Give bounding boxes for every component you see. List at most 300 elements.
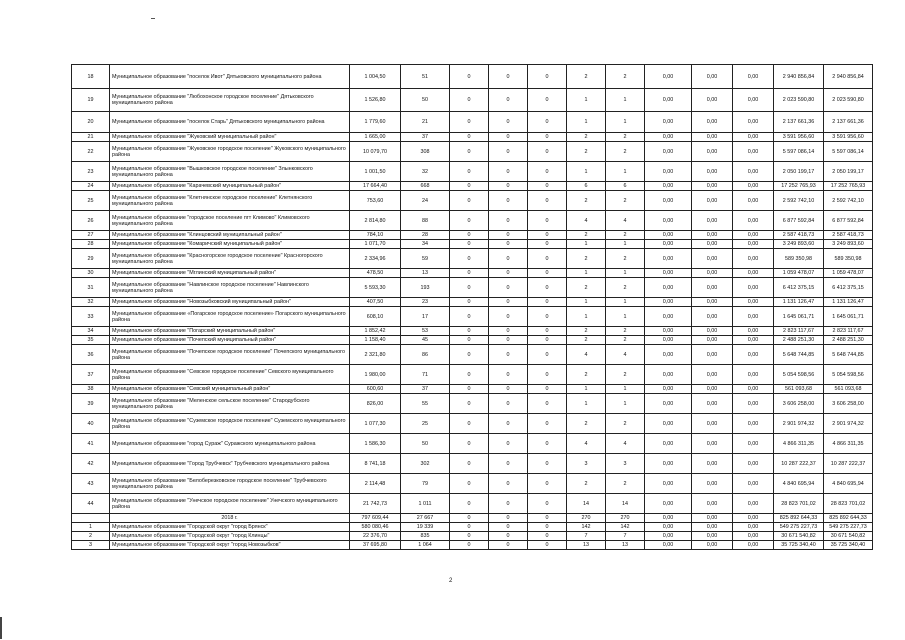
cell-c5: 2 [606, 365, 645, 385]
cell-f5: 5 597 086,14 [824, 142, 873, 162]
cell-f3: 0,00 [733, 454, 774, 474]
cell-c4: 270 [567, 514, 606, 523]
cell-c3: 0 [528, 191, 567, 211]
cell-c4: 2 [567, 191, 606, 211]
cell-people: 668 [401, 182, 450, 191]
cell-f5: 4 866 311,35 [824, 434, 873, 454]
cell-f2: 0,00 [692, 307, 733, 327]
row-number: 41 [72, 434, 110, 454]
cell-f5: 5 054 598,56 [824, 365, 873, 385]
cell-f2: 0,00 [692, 191, 733, 211]
cell-c1: 0 [450, 231, 489, 240]
row-number: 34 [72, 327, 110, 336]
cell-c5: 1 [606, 307, 645, 327]
cell-c5: 3 [606, 454, 645, 474]
cell-f3: 0,00 [733, 365, 774, 385]
cell-f2: 0,00 [692, 454, 733, 474]
cell-f1: 0,00 [645, 298, 692, 307]
cell-f5: 2 587 418,73 [824, 231, 873, 240]
cell-people: 25 [401, 414, 450, 434]
table-row [72, 385, 873, 394]
cell-people: 50 [401, 89, 450, 112]
cell-c2: 0 [489, 394, 528, 414]
cell-f1: 0,00 [645, 211, 692, 231]
cell-f2: 0,00 [692, 327, 733, 336]
cell-f4: 2 050 199,17 [774, 162, 824, 182]
year-summary-row [72, 514, 873, 523]
table-row [72, 345, 873, 365]
table-row [72, 523, 873, 532]
table-row [72, 307, 873, 327]
cell-c4: 1 [567, 394, 606, 414]
cell-f3: 0,00 [733, 211, 774, 231]
cell-f3: 0,00 [733, 494, 774, 514]
cell-f3: 0,00 [733, 345, 774, 365]
cell-f2: 0,00 [692, 336, 733, 345]
cell-c3: 0 [528, 231, 567, 240]
cell-people: 27 667 [401, 514, 450, 523]
cell-f5: 3 249 893,60 [824, 240, 873, 249]
table-body [72, 65, 873, 550]
cell-c2: 0 [489, 345, 528, 365]
municipality-name: Муниципальное образование "Белоберезковское городское поселение" Трубчевского муниципального района [110, 474, 350, 494]
cell-c1: 0 [450, 65, 489, 89]
cell-f2: 0,00 [692, 385, 733, 394]
cell-people: 50 [401, 434, 450, 454]
cell-people: 45 [401, 336, 450, 345]
cell-f4: 2 940 856,84 [774, 65, 824, 89]
cell-c3: 0 [528, 211, 567, 231]
cell-f5: 1 131 126,47 [824, 298, 873, 307]
municipality-name: Муниципальное образование "Красногорское городское поселение" Красногорского муниципального района [110, 249, 350, 269]
cell-c2: 0 [489, 532, 528, 541]
table-row [72, 454, 873, 474]
municipality-name: Муниципальное образование "Клетнянское городское поселение" Клетнянского муниципального района [110, 191, 350, 211]
cell-area: 1 001,50 [350, 162, 401, 182]
cell-c2: 0 [489, 298, 528, 307]
cell-c5: 2 [606, 191, 645, 211]
cell-f4: 3 249 893,60 [774, 240, 824, 249]
cell-c4: 2 [567, 327, 606, 336]
row-number: 44 [72, 494, 110, 514]
municipality-name: Муниципальное образование "Комаричский муниципальный район" [110, 240, 350, 249]
municipality-name: Муниципальное образование "Новозыбковский муниципальный район" [110, 298, 350, 307]
row-number: 29 [72, 249, 110, 269]
cell-people: 59 [401, 249, 450, 269]
municipality-name: Муниципальное образование "Севское городское поселение" Севского муниципального района [110, 365, 350, 385]
row-number: 25 [72, 191, 110, 211]
cell-c1: 0 [450, 89, 489, 112]
cell-f1: 0,00 [645, 394, 692, 414]
cell-f2: 0,00 [692, 65, 733, 89]
cell-f1: 0,00 [645, 474, 692, 494]
cell-f5: 4 840 695,94 [824, 474, 873, 494]
cell-people: 19 339 [401, 523, 450, 532]
cell-c2: 0 [489, 142, 528, 162]
cell-f3: 0,00 [733, 269, 774, 278]
cell-f2: 0,00 [692, 231, 733, 240]
cell-f5: 10 287 222,37 [824, 454, 873, 474]
cell-c5: 4 [606, 211, 645, 231]
cell-c1: 0 [450, 514, 489, 523]
cell-c4: 2 [567, 142, 606, 162]
municipality-name: Муниципальное образование "Суземское городское поселение" Суземского муниципального района [110, 414, 350, 434]
cell-c3: 0 [528, 240, 567, 249]
cell-f4: 589 350,98 [774, 249, 824, 269]
table-row [72, 494, 873, 514]
cell-c3: 0 [528, 162, 567, 182]
cell-c5: 2 [606, 142, 645, 162]
cell-f1: 0,00 [645, 523, 692, 532]
scan-mark [151, 18, 155, 19]
cell-c2: 0 [489, 327, 528, 336]
cell-c2: 0 [489, 494, 528, 514]
cell-c3: 0 [528, 365, 567, 385]
cell-c1: 0 [450, 298, 489, 307]
cell-f2: 0,00 [692, 298, 733, 307]
cell-c3: 0 [528, 269, 567, 278]
table-row [72, 231, 873, 240]
cell-f5: 3 606 258,00 [824, 394, 873, 414]
cell-f4: 2 592 742,10 [774, 191, 824, 211]
cell-f4: 6 412 375,15 [774, 278, 824, 298]
cell-f1: 0,00 [645, 336, 692, 345]
row-number: 30 [72, 269, 110, 278]
cell-c3: 0 [528, 454, 567, 474]
cell-f1: 0,00 [645, 162, 692, 182]
cell-f4: 549 275 227,73 [774, 523, 824, 532]
municipality-name: Муниципальное образование "Жуковский муниципальный район" [110, 133, 350, 142]
municipality-name: Муниципальное образование "Городской округ "город Брянск" [110, 523, 350, 532]
table-row [72, 532, 873, 541]
cell-c1: 0 [450, 523, 489, 532]
cell-area: 10 079,70 [350, 142, 401, 162]
cell-c4: 2 [567, 249, 606, 269]
cell-c3: 0 [528, 394, 567, 414]
cell-c1: 0 [450, 385, 489, 394]
cell-c3: 0 [528, 414, 567, 434]
cell-f1: 0,00 [645, 327, 692, 336]
cell-c1: 0 [450, 269, 489, 278]
cell-people: 13 [401, 269, 450, 278]
table-row [72, 162, 873, 182]
row-number: 39 [72, 394, 110, 414]
row-number: 27 [72, 231, 110, 240]
cell-c5: 6 [606, 182, 645, 191]
table-row [72, 211, 873, 231]
municipality-name: Муниципальное образование "Городской округ "город Клинцы" [110, 532, 350, 541]
cell-f5: 35 725 340,40 [824, 541, 873, 550]
cell-c1: 0 [450, 454, 489, 474]
table-row [72, 434, 873, 454]
cell-c5: 1 [606, 112, 645, 133]
cell-c4: 2 [567, 65, 606, 89]
cell-f1: 0,00 [645, 345, 692, 365]
municipality-name: Муниципальное образование "город Сураж" Суражского муниципального района [110, 434, 350, 454]
cell-f1: 0,00 [645, 89, 692, 112]
cell-area: 580 080,46 [350, 523, 401, 532]
cell-f3: 0,00 [733, 112, 774, 133]
cell-f1: 0,00 [645, 133, 692, 142]
cell-people: 88 [401, 211, 450, 231]
cell-c5: 2 [606, 414, 645, 434]
table-row [72, 182, 873, 191]
cell-c2: 0 [489, 523, 528, 532]
cell-c4: 1 [567, 298, 606, 307]
municipality-name: Муниципальное образование "Навлинское городское поселение" Навлинского муниципального района [110, 278, 350, 298]
cell-c3: 0 [528, 298, 567, 307]
cell-area: 37 695,80 [350, 541, 401, 550]
cell-c5: 1 [606, 394, 645, 414]
cell-c3: 0 [528, 112, 567, 133]
cell-f2: 0,00 [692, 249, 733, 269]
cell-c1: 0 [450, 249, 489, 269]
cell-f4: 1 131 126,47 [774, 298, 824, 307]
table-row [72, 365, 873, 385]
cell-f3: 0,00 [733, 249, 774, 269]
table-row [72, 133, 873, 142]
cell-f2: 0,00 [692, 162, 733, 182]
cell-f5: 30 671 540,82 [824, 532, 873, 541]
cell-c1: 0 [450, 532, 489, 541]
municipality-name: Муниципальное образование "Карачевский муниципальный район" [110, 182, 350, 191]
cell-c5: 1 [606, 240, 645, 249]
cell-f5: 2 940 856,84 [824, 65, 873, 89]
cell-people: 17 [401, 307, 450, 327]
cell-c2: 0 [489, 307, 528, 327]
table-row [72, 240, 873, 249]
cell-f4: 30 671 540,82 [774, 532, 824, 541]
cell-c4: 4 [567, 211, 606, 231]
row-number: 24 [72, 182, 110, 191]
cell-c1: 0 [450, 240, 489, 249]
cell-f5: 3 591 956,60 [824, 133, 873, 142]
cell-f3: 0,00 [733, 532, 774, 541]
cell-f3: 0,00 [733, 89, 774, 112]
cell-people: 53 [401, 327, 450, 336]
cell-c5: 14 [606, 494, 645, 514]
cell-f3: 0,00 [733, 142, 774, 162]
municipality-name: Муниципальное образование «Погарское городское поселение» Погарского муниципального района [110, 307, 350, 327]
cell-c5: 2 [606, 249, 645, 269]
cell-f5: 589 350,98 [824, 249, 873, 269]
cell-f2: 0,00 [692, 523, 733, 532]
cell-area: 1 980,00 [350, 365, 401, 385]
cell-area: 1 077,30 [350, 414, 401, 434]
cell-area: 1 526,80 [350, 89, 401, 112]
row-number: 32 [72, 298, 110, 307]
cell-people: 24 [401, 191, 450, 211]
cell-f1: 0,00 [645, 231, 692, 240]
table-row [72, 191, 873, 211]
cell-f2: 0,00 [692, 514, 733, 523]
cell-c2: 0 [489, 240, 528, 249]
cell-c2: 0 [489, 541, 528, 550]
cell-f5: 825 892 644,33 [824, 514, 873, 523]
cell-c5: 2 [606, 278, 645, 298]
cell-c5: 2 [606, 65, 645, 89]
cell-f1: 0,00 [645, 182, 692, 191]
cell-people: 21 [401, 112, 450, 133]
municipality-name: Муниципальное образование "Городской округ "город Новозыбков" [110, 541, 350, 550]
municipality-name: Муниципальное образование "Унечское городское поселение" Унечского муниципального района [110, 494, 350, 514]
cell-c1: 0 [450, 133, 489, 142]
cell-c3: 0 [528, 65, 567, 89]
cell-f4: 2 823 117,67 [774, 327, 824, 336]
page-number: 2 [449, 578, 453, 584]
cell-c4: 1 [567, 240, 606, 249]
cell-c3: 0 [528, 278, 567, 298]
cell-f3: 0,00 [733, 182, 774, 191]
cell-c2: 0 [489, 249, 528, 269]
cell-area: 1 158,40 [350, 336, 401, 345]
cell-people: 51 [401, 65, 450, 89]
cell-f1: 0,00 [645, 532, 692, 541]
municipality-name: Муниципальное образование "поселок Ивот" Дятьковского муниципального района [110, 65, 350, 89]
cell-f2: 0,00 [692, 211, 733, 231]
cell-f3: 0,00 [733, 65, 774, 89]
table-row [72, 89, 873, 112]
cell-f5: 2 050 199,17 [824, 162, 873, 182]
cell-f4: 2 023 590,80 [774, 89, 824, 112]
cell-c3: 0 [528, 494, 567, 514]
cell-f4: 35 725 340,40 [774, 541, 824, 550]
cell-people: 23 [401, 298, 450, 307]
row-number [72, 514, 110, 523]
cell-c3: 0 [528, 133, 567, 142]
cell-f2: 0,00 [692, 541, 733, 550]
cell-f4: 2 587 418,73 [774, 231, 824, 240]
cell-area: 1 004,50 [350, 65, 401, 89]
cell-f5: 6 412 375,15 [824, 278, 873, 298]
cell-f2: 0,00 [692, 182, 733, 191]
cell-c5: 1 [606, 385, 645, 394]
row-number: 1 [72, 523, 110, 532]
cell-c5: 2 [606, 336, 645, 345]
cell-f5: 2 488 251,30 [824, 336, 873, 345]
cell-area: 2 114,48 [350, 474, 401, 494]
cell-f3: 0,00 [733, 191, 774, 211]
cell-c2: 0 [489, 474, 528, 494]
municipality-name: Муниципальное образование "Почепский муниципальный район" [110, 336, 350, 345]
cell-f1: 0,00 [645, 278, 692, 298]
cell-people: 302 [401, 454, 450, 474]
cell-f4: 6 877 592,84 [774, 211, 824, 231]
cell-c5: 142 [606, 523, 645, 532]
cell-c5: 1 [606, 269, 645, 278]
cell-c2: 0 [489, 514, 528, 523]
cell-c4: 6 [567, 182, 606, 191]
cell-c1: 0 [450, 182, 489, 191]
table-row [72, 142, 873, 162]
cell-c1: 0 [450, 327, 489, 336]
cell-c3: 0 [528, 307, 567, 327]
cell-c3: 0 [528, 142, 567, 162]
cell-c1: 0 [450, 162, 489, 182]
cell-people: 37 [401, 385, 450, 394]
cell-c5: 13 [606, 541, 645, 550]
cell-c1: 0 [450, 394, 489, 414]
cell-f3: 0,00 [733, 541, 774, 550]
table-row [72, 394, 873, 414]
cell-c1: 0 [450, 191, 489, 211]
cell-f1: 0,00 [645, 142, 692, 162]
cell-area: 8 741,18 [350, 454, 401, 474]
cell-people: 193 [401, 278, 450, 298]
cell-c5: 4 [606, 345, 645, 365]
cell-f2: 0,00 [692, 142, 733, 162]
cell-people: 1 011 [401, 494, 450, 514]
municipality-name: Муниципальное образование "Вышковское городское поселение" Злынковского муниципального района [110, 162, 350, 182]
cell-f2: 0,00 [692, 240, 733, 249]
row-number: 33 [72, 307, 110, 327]
cell-f3: 0,00 [733, 298, 774, 307]
cell-f5: 2 023 590,80 [824, 89, 873, 112]
row-number: 18 [72, 65, 110, 89]
cell-c1: 0 [450, 365, 489, 385]
cell-f1: 0,00 [645, 112, 692, 133]
cell-c5: 7 [606, 532, 645, 541]
cell-f3: 0,00 [733, 240, 774, 249]
cell-c5: 1 [606, 162, 645, 182]
cell-c4: 1 [567, 89, 606, 112]
cell-c5: 2 [606, 327, 645, 336]
table-row [72, 474, 873, 494]
cell-c1: 0 [450, 414, 489, 434]
cell-c5: 2 [606, 133, 645, 142]
cell-c2: 0 [489, 365, 528, 385]
cell-c5: 4 [606, 434, 645, 454]
resettlement-table [71, 64, 873, 550]
cell-c4: 1 [567, 385, 606, 394]
cell-area: 1 586,30 [350, 434, 401, 454]
cell-people: 28 [401, 231, 450, 240]
cell-f1: 0,00 [645, 434, 692, 454]
cell-c4: 2 [567, 231, 606, 240]
year-label: 2018 г. [110, 514, 350, 523]
cell-area: 22 376,70 [350, 532, 401, 541]
cell-area: 2 321,80 [350, 345, 401, 365]
cell-c2: 0 [489, 133, 528, 142]
cell-c2: 0 [489, 211, 528, 231]
cell-f4: 2 901 974,32 [774, 414, 824, 434]
cell-c3: 0 [528, 336, 567, 345]
cell-area: 1 779,60 [350, 112, 401, 133]
row-number: 20 [72, 112, 110, 133]
row-number: 23 [72, 162, 110, 182]
cell-c2: 0 [489, 162, 528, 182]
cell-area: 1 852,42 [350, 327, 401, 336]
cell-f2: 0,00 [692, 269, 733, 278]
row-number: 19 [72, 89, 110, 112]
cell-f3: 0,00 [733, 162, 774, 182]
cell-f2: 0,00 [692, 474, 733, 494]
cell-people: 71 [401, 365, 450, 385]
cell-c2: 0 [489, 65, 528, 89]
cell-f3: 0,00 [733, 133, 774, 142]
cell-c1: 0 [450, 211, 489, 231]
cell-area: 1 665,00 [350, 133, 401, 142]
cell-f5: 6 877 592,84 [824, 211, 873, 231]
table-row [72, 336, 873, 345]
municipality-name: Муниципальное образование "Клинцовский муниципальный район" [110, 231, 350, 240]
cell-f5: 1 059 478,07 [824, 269, 873, 278]
table-row [72, 269, 873, 278]
cell-c2: 0 [489, 454, 528, 474]
cell-area: 407,50 [350, 298, 401, 307]
cell-f1: 0,00 [645, 240, 692, 249]
cell-c4: 1 [567, 162, 606, 182]
